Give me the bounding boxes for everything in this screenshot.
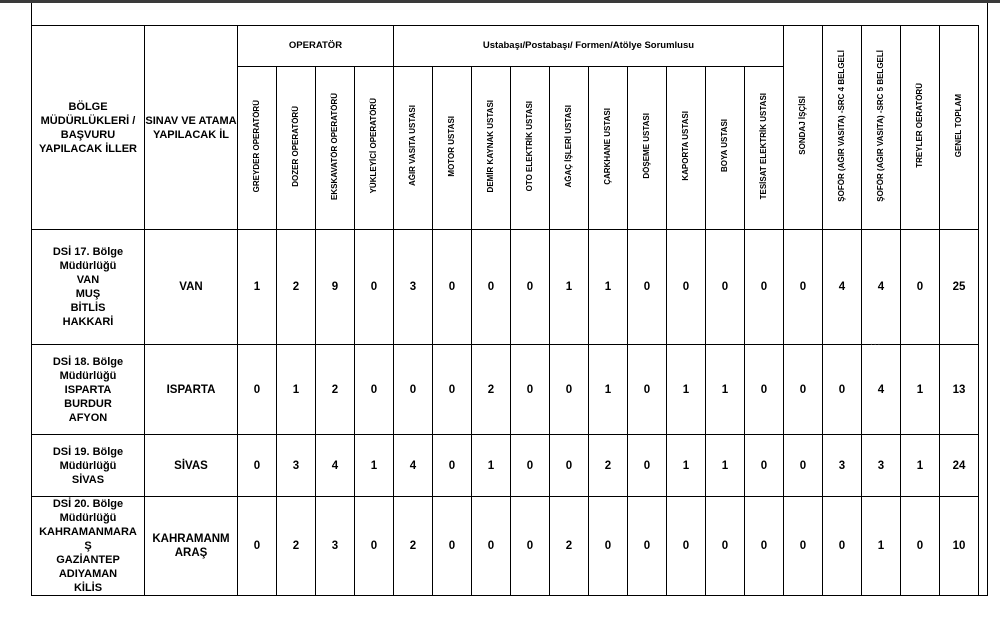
value-cell: 1	[589, 345, 628, 435]
value-cell: 0	[823, 497, 862, 596]
value-cell: 2	[550, 497, 589, 596]
value-cell: 0	[472, 230, 511, 345]
exam-city-cell: KAHRAMANM ARAŞ	[145, 497, 238, 596]
value-cell: 0	[628, 497, 667, 596]
value-cell: 4	[316, 435, 355, 497]
value-cell: 0	[784, 345, 823, 435]
region-cell: DSİ 18. Bölge Müdürlüğü ISPARTA BURDUR AFYON	[32, 345, 145, 435]
value-cell: 2	[277, 230, 316, 345]
header-sofor-src4: ŞOFÖR (AĞIR VASITA) -SRC 4 BELGELİ	[823, 26, 862, 230]
document-page	[31, 3, 988, 596]
value-cell: 0	[823, 345, 862, 435]
value-cell: 1	[901, 345, 940, 435]
value-cell: 0	[745, 345, 784, 435]
value-cell: 0	[628, 230, 667, 345]
value-cell: 3	[823, 435, 862, 497]
value-cell: 1	[862, 497, 901, 596]
value-cell: 2	[589, 435, 628, 497]
exam-city-cell: ISPARTA	[145, 345, 238, 435]
header-group-operator: OPERATÖR	[238, 26, 394, 67]
value-cell: 2	[472, 345, 511, 435]
value-cell: 0	[511, 230, 550, 345]
value-cell: 0	[433, 345, 472, 435]
exam-city-cell: VAN	[145, 230, 238, 345]
header-exam-city: SINAV VE ATAMA YAPILACAK İL	[145, 26, 238, 230]
value-cell: 0	[745, 497, 784, 596]
header-greyder: GREYDER OPERATÖRÜ	[238, 67, 277, 230]
value-cell: 3	[862, 435, 901, 497]
value-cell: 9	[316, 230, 355, 345]
header-agac-isleri: AĞAÇ İŞLERİ USTASI	[550, 67, 589, 230]
value-cell: 0	[745, 230, 784, 345]
header-ekskavator: EKSKAVATÖR OPERATÖRÜ	[316, 67, 355, 230]
value-cell: 0	[667, 230, 706, 345]
table-row	[32, 435, 979, 497]
value-cell: 0	[355, 497, 394, 596]
value-cell: 4	[862, 230, 901, 345]
header-group-master: Ustabaşı/Postabaşı/ Formen/Atölye Sorumlusu	[394, 26, 784, 67]
value-cell: 0	[589, 497, 628, 596]
header-demir-kaynak: DEMİR KAYNAK USTASI	[472, 67, 511, 230]
value-cell: 4	[394, 435, 433, 497]
header-genel-toplam: GENEL TOPLAM	[940, 26, 979, 230]
value-cell: 1	[238, 230, 277, 345]
header-carkhane: ÇARKHANE USTASI	[589, 67, 628, 230]
header-dozer: DOZER OPERATÖRÜ	[277, 67, 316, 230]
exam-city-cell: SİVAS	[145, 435, 238, 497]
value-cell: 0	[238, 345, 277, 435]
value-cell: 4	[862, 345, 901, 435]
value-cell: 3	[316, 497, 355, 596]
total-cell: 25	[940, 230, 979, 345]
value-cell: 0	[784, 230, 823, 345]
value-cell: 0	[706, 230, 745, 345]
header-kaporta: KAPORTA USTASI	[667, 67, 706, 230]
value-cell: 0	[745, 435, 784, 497]
value-cell: 1	[589, 230, 628, 345]
region-cell: DSİ 20. Bölge Müdürlüğü KAHRAMANMARA Ş GAZİANTEP ADIYAMAN KİLİS	[32, 497, 145, 596]
value-cell: 0	[511, 345, 550, 435]
value-cell: 0	[628, 345, 667, 435]
value-cell: 1	[472, 435, 511, 497]
value-cell: 0	[433, 435, 472, 497]
value-cell: 0	[433, 497, 472, 596]
value-cell: 2	[394, 497, 433, 596]
value-cell: 1	[667, 345, 706, 435]
ellipsis-mark: ...	[870, 337, 882, 348]
value-cell: 0	[667, 497, 706, 596]
value-cell: 0	[472, 497, 511, 596]
total-cell: 24	[940, 435, 979, 497]
value-cell: 1	[667, 435, 706, 497]
value-cell: 0	[394, 345, 433, 435]
table-row	[32, 497, 979, 596]
value-cell: 0	[784, 497, 823, 596]
header-doseme: DÖŞEME USTASI	[628, 67, 667, 230]
value-cell: 1	[901, 435, 940, 497]
value-cell: 0	[511, 435, 550, 497]
value-cell: 0	[550, 435, 589, 497]
header-tesisat-elektrik: TESİSAT ELEKTRİK USTASI	[745, 67, 784, 230]
header-region: BÖLGE MÜDÜRLÜKLERİ / BAŞVURU YAPILACAK İLLER	[32, 26, 145, 230]
header-treyler: TREYLER OERATÖRÜ	[901, 26, 940, 230]
region-cell: DSİ 19. Bölge Müdürlüğü SİVAS	[32, 435, 145, 497]
value-cell: 1	[706, 435, 745, 497]
total-cell: 10	[940, 497, 979, 596]
value-cell: 0	[355, 230, 394, 345]
header-boya: BOYA USTASI	[706, 67, 745, 230]
value-cell: 0	[238, 435, 277, 497]
value-cell: 0	[550, 345, 589, 435]
value-cell: 0	[784, 435, 823, 497]
value-cell: 0	[238, 497, 277, 596]
value-cell: 0	[433, 230, 472, 345]
value-cell: 1	[355, 435, 394, 497]
value-cell: 0	[901, 230, 940, 345]
value-cell: 1	[277, 345, 316, 435]
value-cell: 2	[316, 345, 355, 435]
value-cell: 3	[277, 435, 316, 497]
header-oto-elektrik: OTO ELEKTRİK USTASI	[511, 67, 550, 230]
header-sofor-src5: ŞOFÖR (AĞIR VASITA) -SRC 5 BELGELİ	[862, 26, 901, 230]
value-cell: 0	[511, 497, 550, 596]
value-cell: 0	[355, 345, 394, 435]
header-sondaj: SONDAJ İŞÇİSİ	[784, 26, 823, 230]
table-row	[32, 345, 979, 435]
value-cell: 3	[394, 230, 433, 345]
value-cell: 0	[706, 497, 745, 596]
header-agir-vasita: AĞIR VASITA USTASI	[394, 67, 433, 230]
value-cell: 1	[706, 345, 745, 435]
value-cell: 0	[628, 435, 667, 497]
total-cell: 13	[940, 345, 979, 435]
staff-quota-table	[31, 25, 979, 596]
table-row	[32, 230, 979, 345]
value-cell: 2	[277, 497, 316, 596]
header-yukleyici: YÜKLEYİCİ OPERATÖRÜ	[355, 67, 394, 230]
region-cell: DSİ 17. Bölge Müdürlüğü VAN MUŞ BİTLİS HAKKARİ	[32, 230, 145, 345]
value-cell: 4	[823, 230, 862, 345]
value-cell: 0	[901, 497, 940, 596]
header-motor: MOTOR USTASI	[433, 67, 472, 230]
value-cell: 1	[550, 230, 589, 345]
